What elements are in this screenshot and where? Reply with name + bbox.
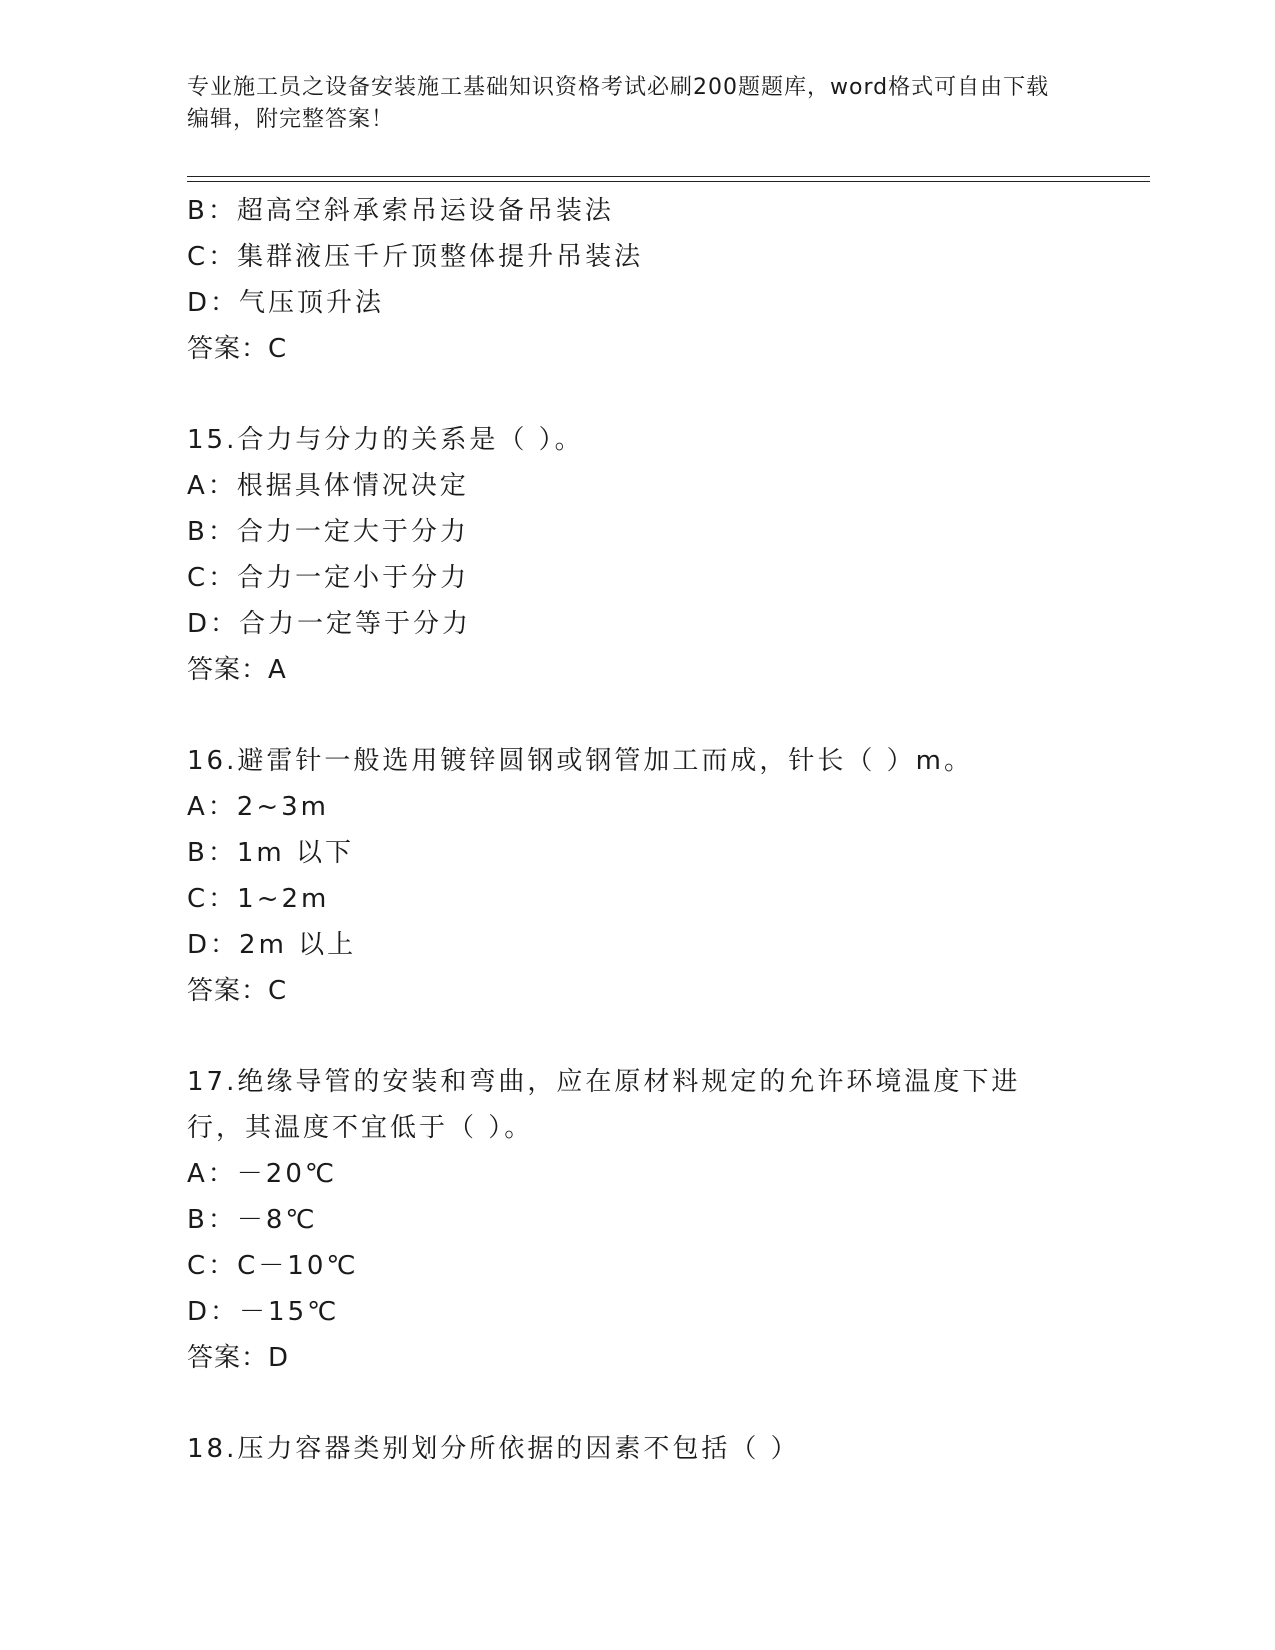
option-text: －20℃ xyxy=(236,1159,338,1189)
question-16 xyxy=(187,738,1087,1014)
question-stem: 18.压力容器类别划分所依据的因素不包括（ ） xyxy=(187,1434,800,1464)
option-text: 1~2m xyxy=(237,884,330,914)
option-text: 合力一定等于分力 xyxy=(239,609,472,639)
option-key: D： xyxy=(187,1297,240,1327)
option-d xyxy=(187,280,1087,326)
option-c xyxy=(187,234,1087,280)
option-d xyxy=(187,601,1087,647)
option-c xyxy=(187,555,1087,601)
option-d xyxy=(187,1289,1087,1335)
question-14-continuation xyxy=(187,188,1087,372)
option-text: 根据具体情况决定 xyxy=(236,471,469,501)
option-key: D： xyxy=(187,930,240,960)
option-key: C： xyxy=(187,1251,238,1281)
option-text: 气压顶升法 xyxy=(239,288,385,318)
option-text: 集群液压千斤顶整体提升吊装法 xyxy=(237,242,644,272)
answer: 答案：D xyxy=(187,1343,290,1373)
option-b xyxy=(187,830,1087,876)
option-text: 合力一定大于分力 xyxy=(236,517,469,547)
option-key: A： xyxy=(187,471,237,501)
option-c xyxy=(187,876,1087,922)
option-key: C： xyxy=(187,884,238,914)
option-text: 1m 以下 xyxy=(236,838,354,868)
answer: 答案：C xyxy=(187,976,288,1006)
spacer xyxy=(187,693,1087,738)
question-stem: 16.避雷针一般选用镀锌圆钢或钢管加工而成，针长（ ）m。 xyxy=(187,746,973,776)
option-text: 合力一定小于分力 xyxy=(237,563,470,593)
option-a xyxy=(187,784,1087,830)
question-stem: 17.绝缘导管的安装和弯曲，应在原材料规定的允许环境温度下进行，其温度不宜低于（ ）。 xyxy=(187,1067,1021,1143)
option-key: D： xyxy=(187,288,240,318)
option-key: A： xyxy=(187,792,237,822)
option-key: B： xyxy=(187,196,237,226)
header-text: 专业施工员之设备安装施工基础知识资格考试必刷200题题库，word格式可自由下载编辑，附完整答案！ xyxy=(187,75,1050,132)
document-header xyxy=(187,72,1067,136)
spacer xyxy=(187,1014,1087,1059)
question-17 xyxy=(187,1059,1087,1381)
question-18 xyxy=(187,1426,1087,1472)
option-text: 超高空斜承索吊运设备吊装法 xyxy=(236,196,614,226)
option-text: 2m 以上 xyxy=(239,930,357,960)
option-key: B： xyxy=(187,1205,237,1235)
question-content xyxy=(187,188,1087,1472)
option-a xyxy=(187,1151,1087,1197)
option-key: C： xyxy=(187,242,238,272)
option-a xyxy=(187,463,1087,509)
option-key: A： xyxy=(187,1159,237,1189)
option-c xyxy=(187,1243,1087,1289)
header-divider-top xyxy=(187,176,1150,177)
spacer xyxy=(187,372,1087,417)
option-text: －15℃ xyxy=(239,1297,340,1327)
option-key: B： xyxy=(187,517,237,547)
option-d xyxy=(187,922,1087,968)
answer: 答案：C xyxy=(187,334,288,364)
option-b xyxy=(187,509,1087,555)
option-text: －8℃ xyxy=(236,1205,318,1235)
option-text: C－10℃ xyxy=(237,1251,359,1281)
spacer xyxy=(187,1381,1087,1426)
option-key: B： xyxy=(187,838,237,868)
option-key: D： xyxy=(187,609,240,639)
header-divider-bottom xyxy=(187,181,1150,182)
option-text: 2~3m xyxy=(236,792,329,822)
option-b xyxy=(187,1197,1087,1243)
question-stem: 15.合力与分力的关系是（ ）。 xyxy=(187,425,584,455)
answer: 答案：A xyxy=(187,655,287,685)
option-b xyxy=(187,188,1087,234)
option-key: C： xyxy=(187,563,238,593)
question-15 xyxy=(187,417,1087,693)
